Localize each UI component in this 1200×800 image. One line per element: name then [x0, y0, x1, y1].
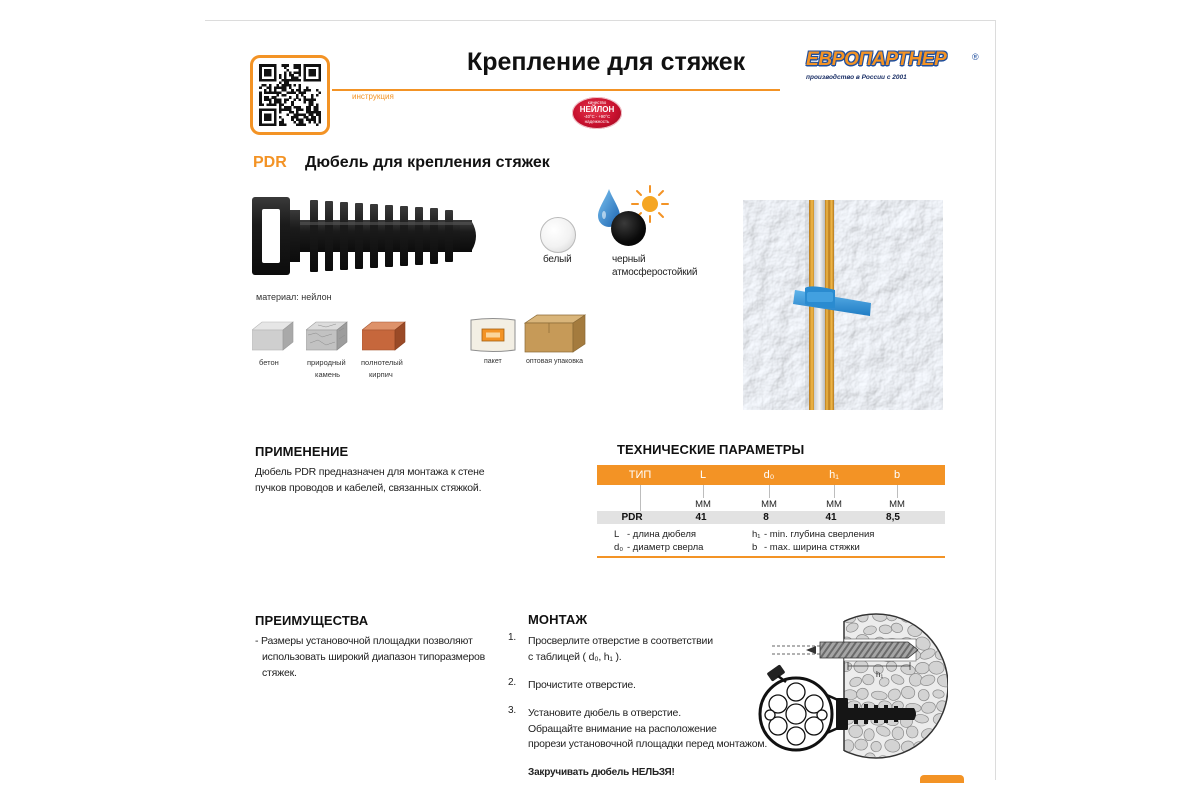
step-1-line2: с таблицей ( d₀, h₁ ).: [528, 651, 622, 663]
color-swatch-black: [611, 211, 646, 246]
application-heading: ПРИМЕНЕНИЕ: [255, 444, 349, 459]
color-label-white: белый: [543, 254, 572, 265]
material-brick-label-line1: полнотелый: [361, 358, 403, 367]
step-3-line1: Установите дюбель в отверстие.: [528, 707, 681, 719]
spec-header-type: ТИП: [628, 469, 652, 481]
spec-unit: ММ: [826, 499, 842, 510]
qr-caption-line: [332, 89, 780, 91]
specs-heading: ТЕХНИЧЕСКИЕ ПАРАМЕТРЫ: [617, 442, 805, 457]
masonry-wall-section: [804, 609, 948, 764]
carton-box-icon: [524, 313, 586, 353]
step-1-line1: Просверлите отверстие в соответствии: [528, 635, 713, 647]
spec-unit: ММ: [695, 499, 711, 510]
color-swatch-white: [540, 217, 576, 253]
material-stone-label-line1: природный: [307, 358, 346, 367]
advantages-text-line2: использовать широкий диапазон типоразмеров: [262, 651, 486, 663]
page-top-border: [205, 20, 995, 21]
material-concrete-label: бетон: [259, 358, 279, 367]
spec-cell-drill-diameter: 8: [763, 512, 769, 523]
spec-header-drill-diameter: d₀: [763, 469, 775, 481]
legend-text-tie-width: - max. ширина стяжки: [764, 542, 860, 553]
qr-caption: инструкция: [352, 92, 394, 101]
dowel-illustration: [250, 192, 482, 280]
spec-header-drill-depth: h₁: [829, 469, 839, 481]
material-stone-label-line2: камень: [315, 370, 340, 379]
spec-column-divider: [834, 485, 835, 498]
concrete-block-icon: [252, 321, 294, 351]
material-brick-label-line2: кирпич: [369, 370, 393, 379]
step-number: 2.: [508, 677, 516, 688]
natural-stone-icon: [306, 321, 348, 351]
qr-code: [258, 63, 322, 127]
page-corner-tab: [920, 775, 964, 783]
spec-cell-type: PDR: [621, 512, 643, 523]
qr-code-frame: [250, 55, 330, 135]
badge-range-text: -40°C - +90°C: [583, 114, 611, 119]
cable-bundle-icon: [760, 664, 838, 750]
step-number: 1.: [508, 632, 516, 643]
step-number: 3.: [508, 705, 516, 716]
step-3-line2: Обращайте внимание на расположение: [528, 723, 717, 735]
advantages-heading: ПРЕИМУЩЕСТВА: [255, 613, 369, 628]
packaging-bag-label: пакет: [484, 358, 502, 365]
legend-symbol-drill-diameter: d₀: [614, 542, 624, 553]
color-label-black: черный: [612, 254, 646, 265]
brand-tagline: производство в России с 2001: [806, 74, 907, 81]
application-text-line2: пучков проводов и кабелей, связанных стяжкой.: [255, 482, 482, 494]
badge-bottom-text: надежность: [584, 119, 610, 124]
spec-unit: ММ: [761, 499, 777, 510]
specs-header-bar: [597, 465, 945, 485]
legend-text-drill-diameter: - диаметр сверла: [627, 542, 704, 553]
legend-symbol-tie-width: b: [752, 542, 758, 553]
spec-unit: ММ: [889, 499, 905, 510]
spec-column-divider: [640, 485, 641, 511]
installation-photo: [743, 200, 943, 410]
brand-registered-mark: ®: [972, 52, 979, 62]
quality-badge: [572, 97, 622, 129]
step-3-line3: прорези установочной площадки перед монтажом.: [528, 738, 768, 750]
step-2-line1: Прочистите отверстие.: [528, 679, 636, 691]
spec-column-divider: [769, 485, 770, 498]
packaging-box-label: оптовая упаковка: [526, 358, 584, 365]
advantages-text-line3: стяжек.: [262, 667, 297, 679]
page-right-border: [995, 20, 996, 780]
material-label: материал: нейлон: [256, 292, 332, 302]
product-name: Дюбель для крепления стяжек: [305, 154, 550, 171]
spec-column-divider: [703, 485, 704, 498]
spec-header-length: L: [699, 469, 707, 481]
solid-brick-icon: [362, 321, 406, 351]
advantages-text-line1: - Размеры установочной площадки позволяют: [255, 635, 473, 647]
spec-cell-length: 41: [695, 512, 707, 523]
drill-depth-label: h₁: [876, 670, 884, 679]
mounting-warning: Закручивать дюбель НЕЛЬЗЯ!: [528, 767, 675, 778]
product-code: PDR: [253, 154, 287, 171]
spec-column-divider: [897, 485, 898, 498]
brand-logo: ЕВРОПАРТНЕР: [806, 49, 947, 70]
spec-cell-drill-depth: 41: [825, 512, 837, 523]
spec-header-tie-width: b: [893, 469, 901, 481]
application-text-line1: Дюбель PDR предназначен для монтажа к стене: [255, 466, 485, 478]
badge-material-text: НЕЙЛОН: [579, 105, 615, 114]
legend-symbol-length: L: [614, 529, 620, 540]
color-label-weatherproof: атмосферостойкий: [612, 267, 698, 278]
legend-text-length: - длина дюбеля: [627, 529, 697, 540]
mounting-diagram: [758, 606, 948, 764]
specs-bottom-rule: [597, 556, 945, 558]
legend-symbol-drill-depth: h₁: [752, 529, 761, 540]
spec-data-row: [597, 511, 945, 524]
drill-bit-icon: [772, 642, 918, 658]
badge-top-text: качество: [587, 100, 607, 105]
mounting-heading: МОНТАЖ: [528, 612, 588, 627]
legend-text-drill-depth: - min. глубина сверления: [764, 529, 875, 540]
bag-icon: [469, 317, 517, 353]
spec-cell-tie-width: 8,5: [886, 512, 900, 523]
page-title: Крепление для стяжек: [467, 48, 746, 76]
